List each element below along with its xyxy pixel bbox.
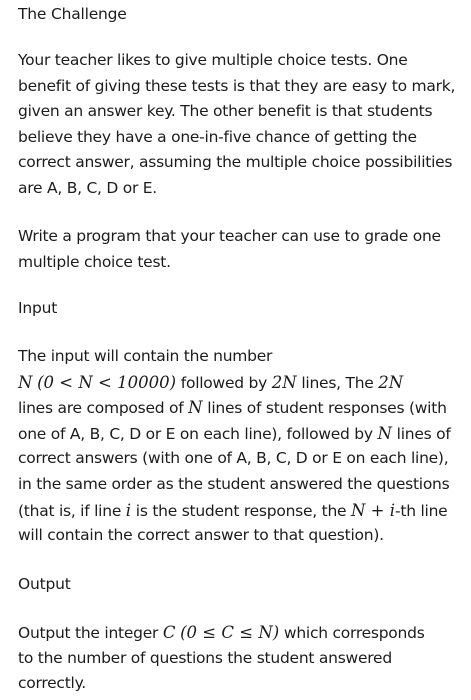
text-line: correctly. [18,674,86,693]
math-range: (0 < N < 10000) [37,372,177,392]
text-fragment: one of A, B, C, D or E on each line), followed by [18,424,373,443]
text-line: multiple choice test. [18,252,171,271]
text-fragment: (that is, if line [18,501,122,520]
math-n-plus-i: N + i [351,500,396,520]
math-range: (0 ≤ C ≤ N) [180,623,280,642]
text-line: believe they have a one-in-five chance of getting the [18,127,417,146]
math-n: N [377,423,392,443]
text-fragment: lines of [396,424,451,443]
math-c: C [162,623,176,642]
text-fragment: which corresponds [283,624,425,642]
program-paragraph [18,224,458,275]
text-fragment: -th line [395,501,448,520]
text-fragment: Output the integer [18,624,159,642]
text-line: to the number of questions the student answered [18,648,392,667]
text-fragment: lines, The [301,373,374,392]
text-fragment: followed by [180,373,268,392]
text-line [18,498,458,524]
math-n: N [18,372,33,392]
text-line: Your teacher likes to give multiple choice tests. One [18,51,408,69]
text-line: given an answer key. The other benefit is that students [18,102,433,121]
text-line: benefit of giving these tests is that they are easy to mark, [18,76,456,95]
output-paragraph [18,620,458,697]
text-line [18,620,458,646]
text-line: in the same order as the student answered the questions [18,474,450,493]
text-line [18,395,458,421]
math-2n: 2N [378,372,404,392]
text-line: correct answer, assuming the multiple choice possibilities [18,153,453,172]
math-n: N [188,398,203,418]
math-2n: 2N [271,372,297,392]
input-paragraph [18,344,458,549]
text-line: The input will contain the number [18,347,273,365]
text-line: will contain the correct answer to that question). [18,526,384,545]
output-heading: Output [18,575,71,593]
text-line: are A, B, C, D or E. [18,178,157,197]
text-line [18,370,458,396]
text-fragment: is the student response, the [135,501,347,520]
challenge-paragraph [18,48,458,202]
math-i: i [125,500,132,520]
challenge-heading: The Challenge [18,5,127,23]
input-heading: Input [18,299,58,317]
text-line: Write a program that your teacher can use to grade one [18,227,441,245]
text-line: correct answers (with one of A, B, C, D or E on each line), [18,449,449,468]
text-line [18,421,458,447]
text-fragment: lines are composed of [18,399,184,418]
text-fragment: lines of student responses (with [207,399,447,418]
